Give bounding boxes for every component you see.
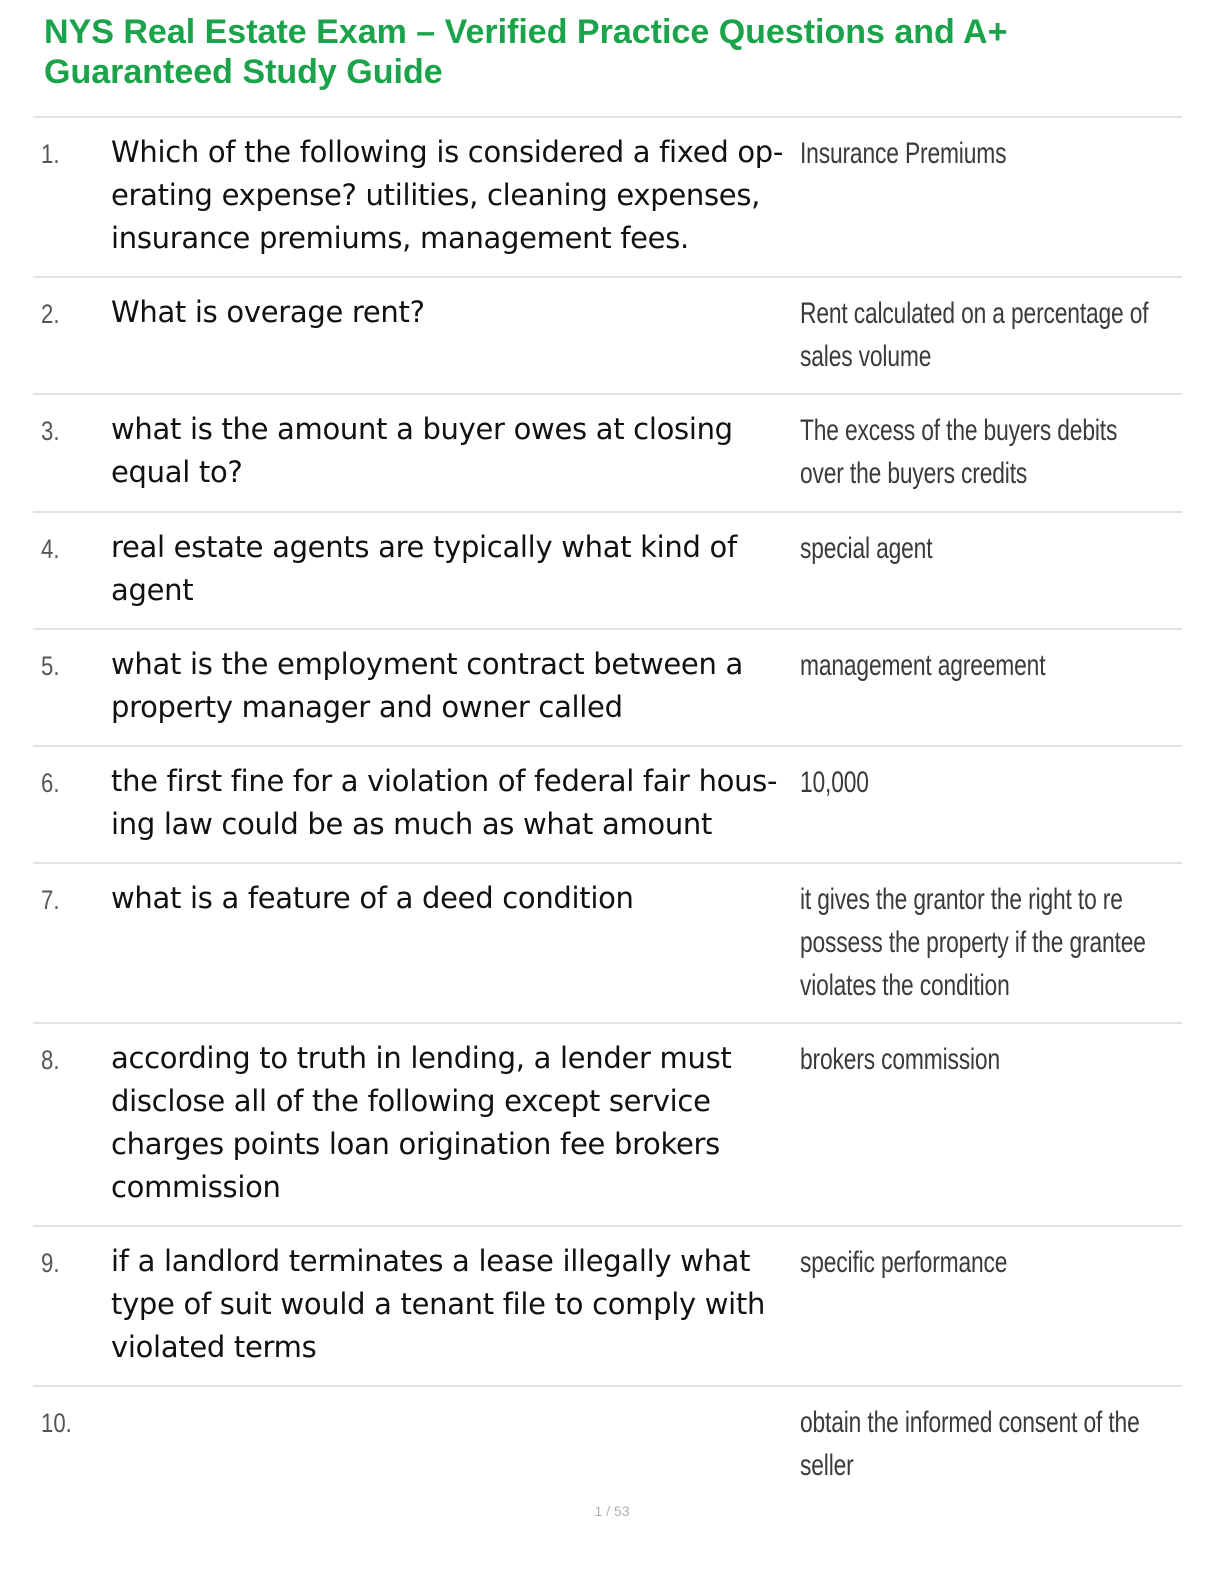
question-row [33, 513, 1182, 630]
question-row [33, 747, 1182, 864]
answer-text: it gives the grantor the right to re possess the property if the grantee violates the condition [800, 883, 1146, 1002]
answer-text: specific performance [800, 1246, 1008, 1279]
question-number: 2. [41, 299, 60, 329]
question-row [33, 1227, 1182, 1387]
answer-text: special agent [800, 532, 933, 565]
question-row [33, 395, 1182, 513]
question-row [33, 118, 1182, 278]
question-row [33, 1387, 1182, 1497]
question-number: 10. [41, 1408, 72, 1438]
question-row [33, 278, 1182, 395]
question-text: according to truth in lending, a lender must disclose all of the following except service charges points loan origination fee brokers commission [111, 1041, 732, 1204]
question-text: What is overage rent? [111, 295, 425, 329]
question-text: Which of the following is considered a fixed op-erating expense? utilities, cleaning expenses, insurance premiums, management fees. [111, 135, 784, 255]
question-number: 3. [41, 416, 60, 446]
answer-text: management agreement [800, 649, 1046, 682]
answer-text: The excess of the buyers debits over the buyers credits [800, 414, 1118, 490]
question-number: 6. [41, 768, 60, 798]
question-text: real estate agents are typically what kind of agent [111, 530, 737, 607]
answer-text: brokers commission [800, 1043, 1000, 1076]
question-number: 1. [41, 139, 60, 169]
answer-text: Insurance Premiums [800, 137, 1007, 170]
question-number: 5. [41, 651, 60, 681]
question-row [33, 1024, 1182, 1227]
question-text: what is a feature of a deed condition [111, 881, 634, 915]
answer-text: Rent calculated on a percentage of sales volume [800, 297, 1149, 373]
question-text: if a landlord terminates a lease illegally what type of suit would a tenant file to comply with violated terms [111, 1244, 766, 1364]
page-number: 1 / 53 [594, 1503, 630, 1519]
question-text: what is the amount a buyer owes at closing equal to? [111, 412, 733, 489]
question-number: 7. [41, 885, 60, 915]
question-text: the first fine for a violation of federal fair hous-ing law could be as much as what amount [111, 764, 778, 841]
question-number: 8. [41, 1045, 60, 1075]
question-row [33, 630, 1182, 747]
document-title: NYS Real Estate Exam – Verified Practice Questions and A+ Guaranteed Study Guide [44, 13, 1008, 91]
question-list [33, 116, 1182, 1497]
answer-text: 10,000 [800, 766, 869, 799]
question-row [33, 864, 1182, 1024]
question-number: 4. [41, 534, 60, 564]
question-text: what is the employment contract between a property manager and owner called [111, 647, 743, 724]
question-number: 9. [41, 1248, 60, 1278]
answer-text: obtain the informed consent of the seller [800, 1406, 1140, 1482]
